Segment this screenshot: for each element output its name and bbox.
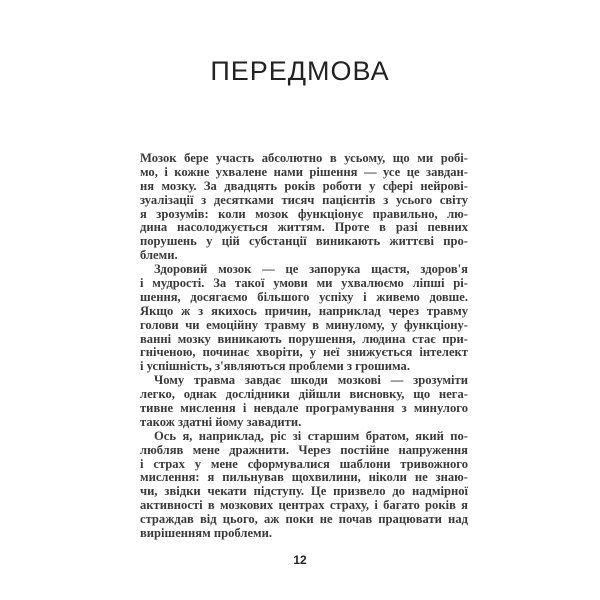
body-text [140, 152, 468, 541]
paragraph [140, 374, 468, 430]
text-line: тивне мислення і невдале програмування з минулого [140, 401, 468, 416]
text-line: мислення: я пильнував щохвилини, ніколи не знаю- [140, 470, 468, 485]
text-line: порушень у цій субстанції виникають життєві про- [140, 234, 468, 249]
text-line: блеми. [140, 248, 178, 263]
text-line: дина насолоджується життям. Проте в разі певних [140, 220, 468, 235]
text-line: ванні мозку виникають порушення, людина стає при- [140, 331, 468, 346]
paragraph [140, 263, 468, 374]
text-line: зуалізації з десятками тисяч пацієнтів з усього світу [140, 192, 468, 207]
text-line: і мудрості. За такої умови ми ухвалюємо ліпші рі- [140, 276, 468, 291]
text-line: і страх у мене сформувалися шаблони тривожного [140, 456, 468, 471]
text-line: я зрозумів: коли мозок функціонує правильно, лю- [140, 206, 468, 221]
text-line: любляв мене дражнити. Через постійне напруження [140, 442, 468, 457]
text-line: активності в мозкових центрах страху, і багато років я [140, 498, 468, 513]
page-number: 12 [293, 553, 307, 567]
text-line: Чому травма завдає шкоди мозкові — зрозуміти [154, 373, 468, 388]
text-line: страждав від цього, аж поки не почав працювати над [140, 512, 468, 527]
text-line: Якщо ж з якихось причин, наприклад через травму [140, 303, 468, 318]
text-line: Ось я, наприклад, ріс зі старшим братом, який по- [154, 428, 468, 443]
text-line: голови чи емоційну травму в минулому, у функціону- [140, 317, 468, 332]
text-line: Мозок бере участь абсолютно в усьому, що ми робі- [140, 151, 468, 165]
text-line: гніченою, починає хворіти, у неї знижується інтелект [140, 345, 468, 360]
text-line: легко, однак дослідники дійшли висновку, що нега- [140, 387, 468, 402]
paragraph [140, 430, 468, 541]
text-line: також здатні йому завадити. [140, 414, 302, 429]
text-line: шення, досягаємо більшого успіху і живемо довше. [140, 289, 468, 304]
text-line: вирішенням проблеми. [140, 526, 273, 541]
paragraph [140, 152, 468, 263]
text-line: чи, звідки чекати підступу. Це призвело до надмірної [140, 484, 468, 499]
text-line: ня мозку. За двадцять років роботи у сфері нейрові- [140, 178, 468, 193]
text-line: і успішність, з'являються проблеми з грошима. [140, 359, 410, 374]
text-line: мо, і кожне ухвалене нами рішення — усе це завдан- [140, 164, 468, 179]
text-line: Здоровий мозок — це запорука щастя, здоров'я [154, 262, 468, 277]
chapter-title: ПЕРЕДМОВА [210, 56, 390, 86]
